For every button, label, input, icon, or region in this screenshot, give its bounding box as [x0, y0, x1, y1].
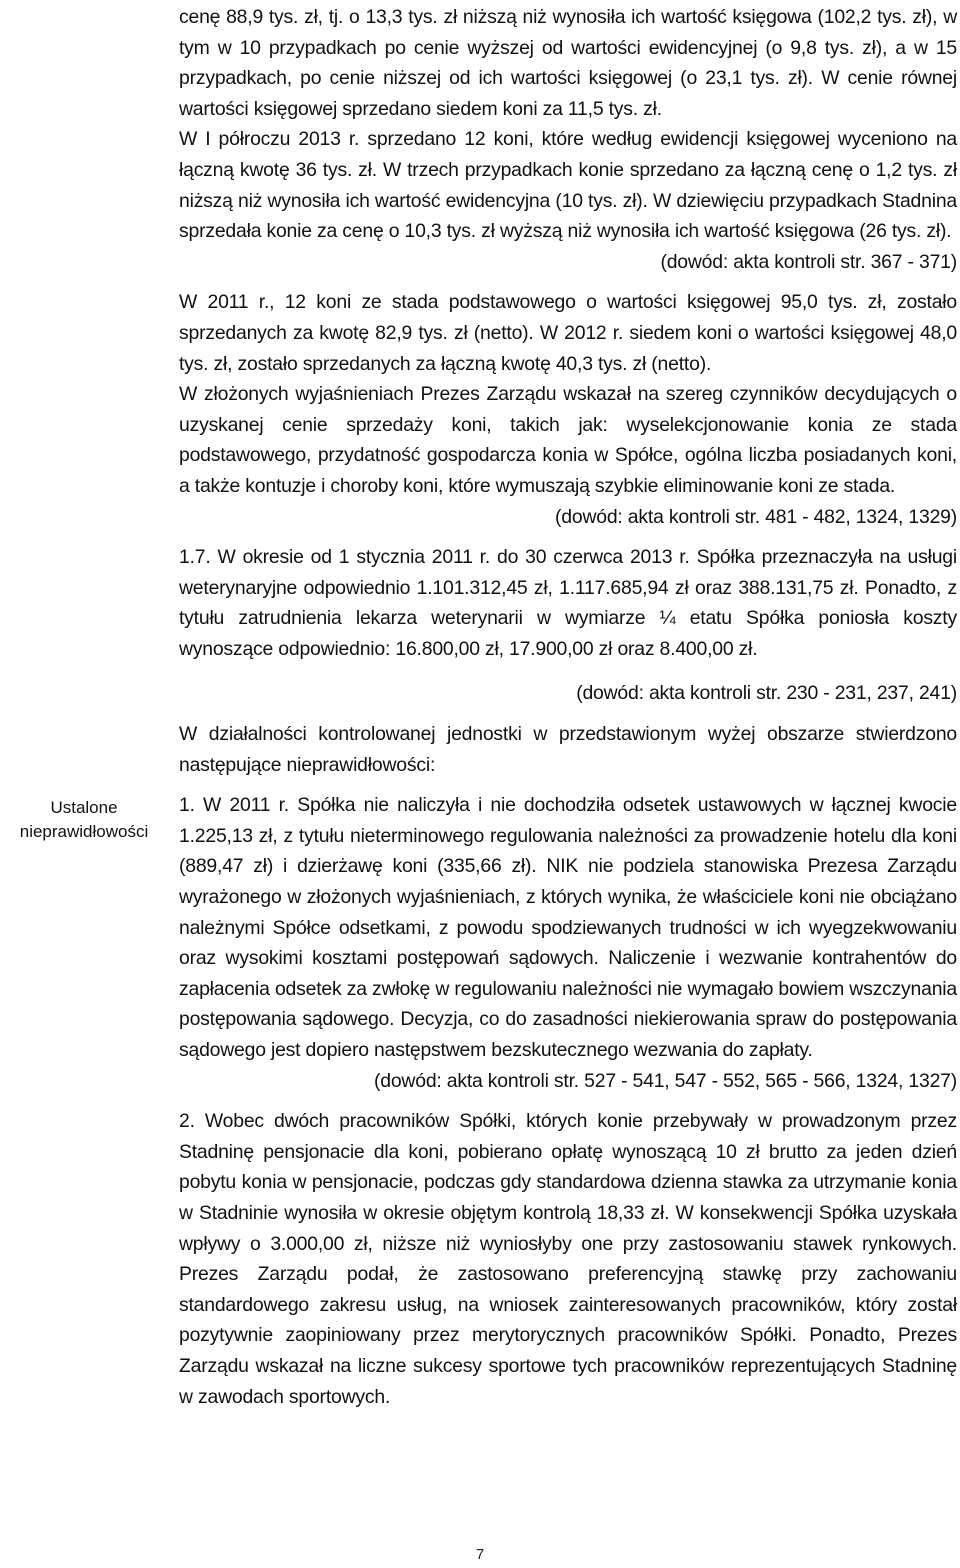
- page-number: 7: [475, 1546, 485, 1563]
- paragraph-irregularity-1: 1. W 2011 r. Spółka nie naliczyła i nie dochodziła odsetek ustawowych w łącznej kwocie 1.225,13 zł, z tytułu nieterminowego regulowania należności za prowadzenie hotelu dla koni (889,47 zł) i dzierżawę koni (335,66 zł). NIK nie podziela stanowiska Prezesa Zarządu wyrażonego w złożonych wyjaśnieniach, z których wynika, że właściciele koni nie obciążano należnymi Spółce odsetkami, z powodu spodziewanych trudności w ich wyegzekwowaniu oraz wysokimi kosztami postępowań sądowych. Naliczenie i wezwanie kontrahentów do zapłacenia odsetek za zwłokę w regulowaniu należności nie wymagało bowiem wszczynania postępowania sądowego. Decyzja, co do zasadności niekierowania spraw do postępowania sądowego jest dopiero następstwem bezskutecznego wezwania do zapłaty.: [179, 794, 957, 1061]
- evidence-reference: (dowód: akta kontroli str. 527 - 541, 547 - 552, 565 - 566, 1324, 1327): [374, 1069, 957, 1092]
- evidence-reference: (dowód: akta kontroli str. 367 - 371): [660, 250, 957, 273]
- margin-label-line-1: Ustalone: [50, 798, 118, 817]
- margin-label-line-2: nieprawidłowości: [19, 822, 149, 841]
- main-content: [179, 2, 957, 1412]
- paragraph-irregularities-intro: W działalności kontrolowanej jednostki w przedstawionym wyżej obszarze stwierdzono następujące nieprawidłowości:: [179, 723, 957, 776]
- evidence-reference: (dowód: akta kontroli str. 230 - 231, 237, 241): [576, 682, 957, 705]
- margin-label: [0, 796, 168, 844]
- paragraph-sales-summary: cenę 88,9 tys. zł, tj. o 13,3 tys. zł niższą niż wynosiła ich wartość księgowa (102,2 tys. zł), w tym w 10 przypadkach po cenie wyższej od wartości ewidencyjnej (o 9,8 tys. zł), a w 15 przypadkach, po cenie niższej od ich wartości księgowej (o 23,1 tys. zł). W cenie równej wartości księgowej sprzedano siedem koni za 11,5 tys. zł.: [179, 6, 957, 120]
- paragraph-president-explanations: W złożonych wyjaśnieniach Prezes Zarządu wskazał na szereg czynników decydujących o uzyskanej cenie sprzedaży koni, takich jak: wyselekcjonowanie konia ze stada podstawowego, przydatność gospodarcza konia w Spółce, ogólna liczba posiadanych koni, a także kontuzje i choroby koni, które wymuszają szybkie eliminowanie koni ze stada.: [179, 383, 957, 497]
- paragraph-first-half-2013: W I półroczu 2013 r. sprzedano 12 koni, które według ewidencji księgowej wyceniono na łączną kwotę 36 tys. zł. W trzech przypadkach konie sprzedano za łączną cenę o 1,2 tys. zł niższą niż wynosiła ich wartość ewidencyjna (10 tys. zł). W dziewięciu przypadkach Stadnina sprzedała konie za cenę o 10,3 tys. zł wyższą niż wynosiła ich wartość księgowa (26 tys. zł).: [179, 128, 957, 243]
- evidence-reference: (dowód: akta kontroli str. 481 - 482, 1324, 1329): [555, 505, 957, 528]
- paragraph-veterinary-services: 1.7. W okresie od 1 stycznia 2011 r. do 30 czerwca 2013 r. Spółka przeznaczyła na usługi weterynaryjne odpowiednio 1.101.312,45 zł, 1.117.685,94 zł oraz 388.131,75 zł. Ponadto, z tytułu zatrudnienia lekarza weterynarii w wymiarze ¼ etatu Spółka poniosła koszty wynoszące odpowiednio: 16.800,00 zł, 17.900,00 zł oraz 8.400,00 zł.: [179, 546, 957, 660]
- paragraph-2011-2012-sales: W 2011 r., 12 koni ze stada podstawowego o wartości księgowej 95,0 tys. zł, zostało sprzedanych za kwotę 82,9 tys. zł (netto). W 2012 r. siedem koni o wartości księgowej 48,0 tys. zł, zostało sprzedanych za łączną kwotę 40,3 tys. zł (netto).: [179, 291, 957, 375]
- paragraph-irregularity-2: 2. Wobec dwóch pracowników Spółki, których konie przebywały w prowadzonym przez Stadninę pensjonacie dla koni, pobierano opłatę wynoszącą 10 zł brutto za jeden dzień pobytu konia w pensjonacie, podczas gdy standardowa dzienna stawka za utrzymanie konia w Stadninie wynosiła w okresie objętym kontrolą 18,33 zł. W konsekwencji Spółka uzyskała wpływy o 3.000,00 zł, niższe niż wyniosłyby one przy zastosowaniu stawek rynkowych. Prezes Zarządu podał, że zastosowano preferencyjną stawkę przy zachowaniu standardowego zakresu usług, na wniosek zainteresowanych pracowników, który został pozytywnie zaopiniowany przez merytorycznych pracowników Spółki. Ponadto, Prezes Zarządu wskazał na liczne sukcesy sportowe tych pracowników reprezentujących Stadninę w zawodach sportowych.: [179, 1110, 957, 1408]
